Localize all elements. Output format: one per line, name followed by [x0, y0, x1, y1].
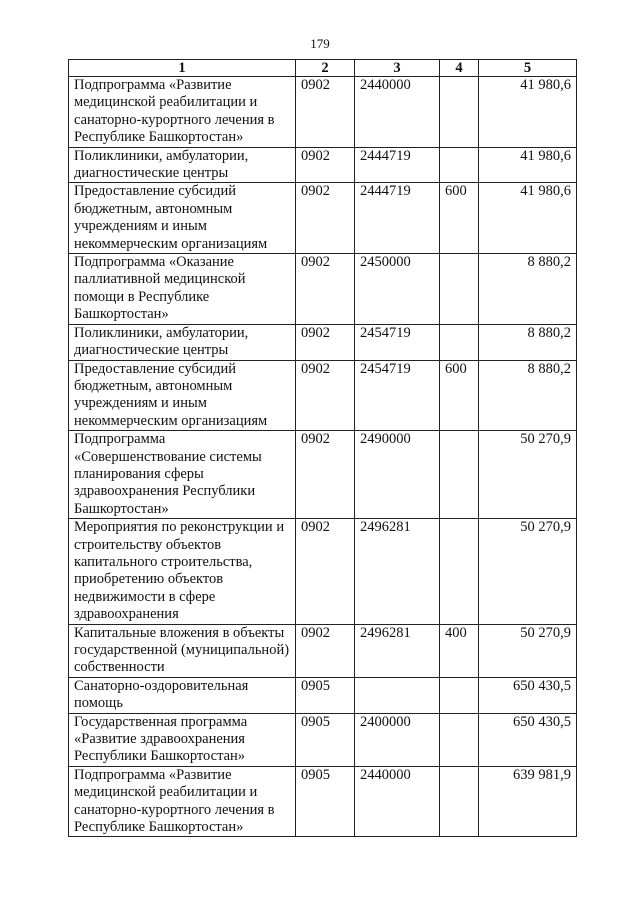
column-header-2: 2	[296, 60, 355, 77]
row-amount: 650 430,5	[479, 713, 577, 766]
table-row	[69, 77, 577, 148]
row-amount: 8 880,2	[479, 324, 577, 360]
row-section-code: 0902	[296, 519, 355, 624]
row-name: Капитальные вложения в объекты государственной (муниципальной) собственности	[69, 624, 296, 677]
row-expense-code: 600	[440, 183, 479, 254]
table-row	[69, 766, 577, 837]
column-header-5: 5	[479, 60, 577, 77]
row-name: Государственная программа «Развитие здравоохранения Республики Башкортостан»	[69, 713, 296, 766]
row-section-code: 0902	[296, 77, 355, 148]
table-row	[69, 677, 577, 713]
row-expense-code: 400	[440, 624, 479, 677]
column-header-4: 4	[440, 60, 479, 77]
row-amount: 8 880,2	[479, 254, 577, 325]
table-row	[69, 519, 577, 624]
row-name: Подпрограмма «Развитие медицинской реабилитации и санаторно-курортного лечения в Республике Башкортостан»	[69, 77, 296, 148]
row-name: Подпрограмма «Оказание паллиативной медицинской помощи в Республике Башкортостан»	[69, 254, 296, 325]
row-name: Подпрограмма «Совершенствование системы планирования сферы здравоохранения Республики Башкортостан»	[69, 431, 296, 519]
row-target-code: 2490000	[355, 431, 440, 519]
row-target-code: 2440000	[355, 766, 440, 837]
row-name: Поликлиники, амбулатории, диагностические центры	[69, 324, 296, 360]
row-expense-code	[440, 147, 479, 183]
row-expense-code	[440, 77, 479, 148]
column-header-1: 1	[69, 60, 296, 77]
row-amount: 50 270,9	[479, 519, 577, 624]
row-amount: 639 981,9	[479, 766, 577, 837]
table-header-row	[69, 60, 577, 77]
row-target-code: 2496281	[355, 624, 440, 677]
table-row	[69, 713, 577, 766]
row-target-code: 2440000	[355, 77, 440, 148]
row-target-code	[355, 677, 440, 713]
row-expense-code	[440, 324, 479, 360]
table-row	[69, 254, 577, 325]
row-section-code: 0902	[296, 183, 355, 254]
row-name: Санаторно-оздоровительная помощь	[69, 677, 296, 713]
row-expense-code	[440, 431, 479, 519]
budget-table	[68, 59, 577, 837]
table-row	[69, 324, 577, 360]
row-expense-code	[440, 254, 479, 325]
row-expense-code	[440, 766, 479, 837]
row-expense-code	[440, 713, 479, 766]
row-amount: 650 430,5	[479, 677, 577, 713]
row-section-code: 0902	[296, 254, 355, 325]
row-amount: 50 270,9	[479, 624, 577, 677]
page-number: 179	[310, 36, 330, 51]
row-section-code: 0902	[296, 324, 355, 360]
row-section-code: 0905	[296, 766, 355, 837]
row-section-code: 0902	[296, 624, 355, 677]
table-row	[69, 147, 577, 183]
row-amount: 41 980,6	[479, 147, 577, 183]
table-row	[69, 183, 577, 254]
row-expense-code	[440, 519, 479, 624]
row-name: Предоставление субсидий бюджетным, автономным учреждениям и иным некоммерческим организациям	[69, 360, 296, 431]
row-expense-code: 600	[440, 360, 479, 431]
row-target-code: 2496281	[355, 519, 440, 624]
row-name: Подпрограмма «Развитие медицинской реабилитации и санаторно-курортного лечения в Республике Башкортостан»	[69, 766, 296, 837]
row-section-code: 0905	[296, 677, 355, 713]
row-amount: 8 880,2	[479, 360, 577, 431]
row-target-code: 2454719	[355, 324, 440, 360]
row-name: Мероприятия по реконструкции и строительству объектов капитального строительства, приобретению объектов недвижимости в сфере здравоохранения	[69, 519, 296, 624]
row-target-code: 2400000	[355, 713, 440, 766]
row-section-code: 0902	[296, 360, 355, 431]
row-target-code: 2450000	[355, 254, 440, 325]
row-target-code: 2444719	[355, 147, 440, 183]
table-row	[69, 624, 577, 677]
column-header-3: 3	[355, 60, 440, 77]
table-row	[69, 360, 577, 431]
row-amount: 41 980,6	[479, 183, 577, 254]
row-name: Поликлиники, амбулатории, диагностические центры	[69, 147, 296, 183]
table-row	[69, 431, 577, 519]
row-target-code: 2444719	[355, 183, 440, 254]
row-section-code: 0905	[296, 713, 355, 766]
row-amount: 41 980,6	[479, 77, 577, 148]
row-section-code: 0902	[296, 431, 355, 519]
row-section-code: 0902	[296, 147, 355, 183]
row-target-code: 2454719	[355, 360, 440, 431]
row-expense-code	[440, 677, 479, 713]
row-amount: 50 270,9	[479, 431, 577, 519]
row-name: Предоставление субсидий бюджетным, автономным учреждениям и иным некоммерческим организациям	[69, 183, 296, 254]
